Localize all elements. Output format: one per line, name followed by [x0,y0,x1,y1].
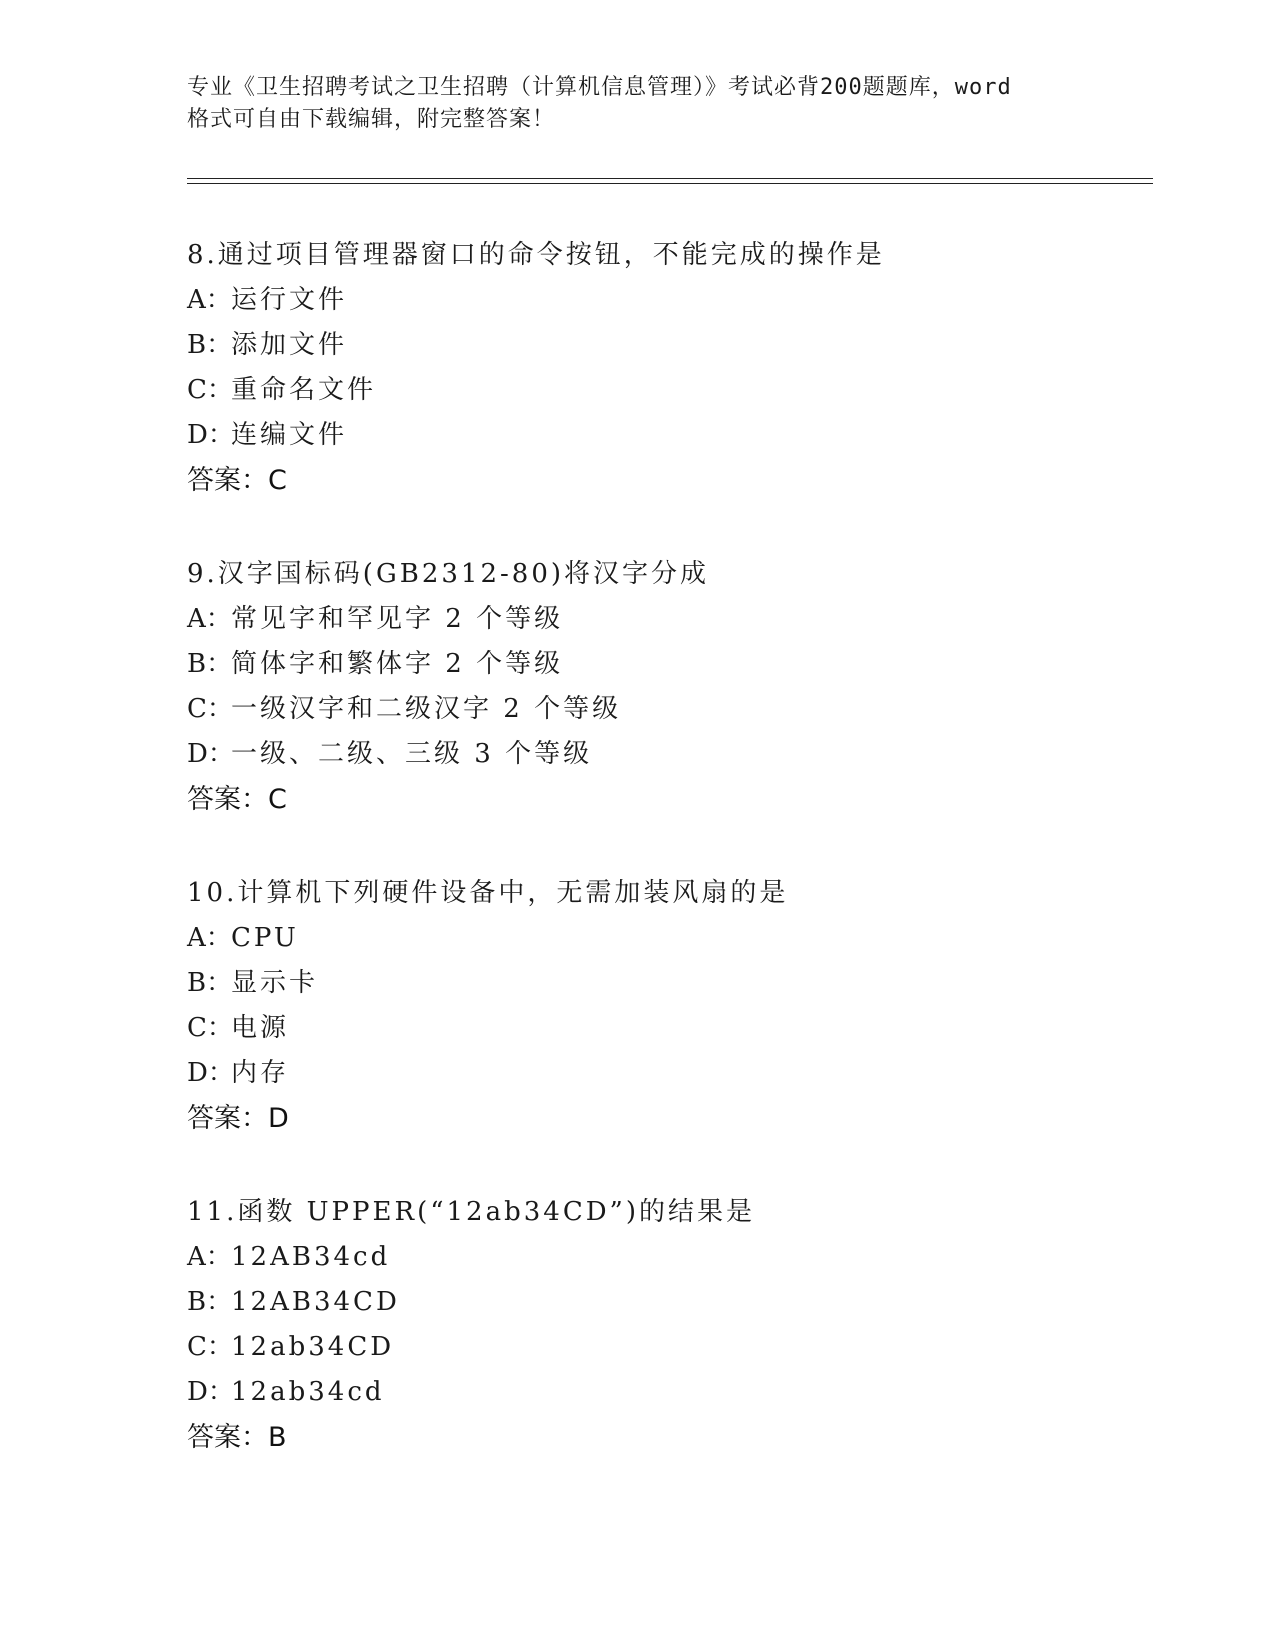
option-letter: B： [187,649,233,679]
header-title-line-2: 格式可自由下载编辑，附完整答案！ [187,107,556,132]
question-block [187,552,1137,822]
option-letter: A： [187,1242,232,1272]
option-d [187,413,1137,458]
option-text: 添加文件 [231,330,348,360]
option-d [187,1370,1137,1415]
option-text: 12AB34CD [231,1287,400,1317]
option-letter: A： [187,923,232,953]
option-b [187,323,1137,368]
option-text: 一级汉字和二级汉字 2 个等级 [231,694,622,724]
option-a [187,1235,1137,1280]
option-letter: C： [187,1332,233,1362]
question-stem: 9.汉字国标码(GB2312-80)将汉字分成 [187,559,710,589]
option-c [187,368,1137,413]
answer-line: 答案：D [187,1103,289,1134]
question-block [187,233,1137,503]
option-letter: C： [187,1013,233,1043]
option-text: 12ab34cd [231,1377,385,1407]
option-text: 显示卡 [231,968,319,998]
option-text: CPU [231,923,299,953]
option-a [187,597,1137,642]
option-a [187,278,1137,323]
header-title-line-1: 专业《卫生招聘考试之卫生招聘（计算机信息管理）》考试必背200题题库，word [187,75,1012,100]
question-stem: 11.函数 UPPER(“12ab34CD”)的结果是 [187,1197,755,1227]
option-c [187,687,1137,732]
question-block [187,871,1137,1141]
option-d [187,1051,1137,1096]
option-a [187,916,1137,961]
option-text: 运行文件 [231,285,348,315]
option-letter: B： [187,968,233,998]
option-text: 重命名文件 [231,375,377,405]
option-letter: C： [187,375,233,405]
option-letter: B： [187,330,233,360]
header-divider-top [187,178,1153,179]
answer-line: 答案：C [187,465,287,496]
header-divider-bottom [187,183,1153,184]
option-c [187,1006,1137,1051]
option-text: 连编文件 [231,420,348,450]
option-b [187,961,1137,1006]
option-letter: D： [187,1377,234,1407]
option-b [187,1280,1137,1325]
option-letter: A： [187,285,232,315]
option-letter: B： [187,1287,233,1317]
option-text: 内存 [231,1058,290,1088]
question-stem: 10.计算机下列硬件设备中，无需加装风扇的是 [187,878,789,908]
option-text: 常见字和罕见字 2 个等级 [231,604,564,634]
option-b [187,642,1137,687]
option-letter: D： [187,420,234,450]
question-block [187,1190,1137,1460]
answer-line: 答案：C [187,784,287,815]
option-text: 12ab34CD [231,1332,395,1362]
option-letter: D： [187,739,234,769]
option-letter: C： [187,694,233,724]
option-text: 电源 [231,1013,290,1043]
option-text: 一级、二级、三级 3 个等级 [231,739,593,769]
option-text: 12AB34cd [231,1242,391,1272]
option-letter: A： [187,604,232,634]
document-header [187,72,1087,136]
option-text: 简体字和繁体字 2 个等级 [231,649,564,679]
option-d [187,732,1137,777]
option-c [187,1325,1137,1370]
option-letter: D： [187,1058,234,1088]
answer-line: 答案：B [187,1422,287,1453]
question-stem: 8.通过项目管理器窗口的命令按钮，不能完成的操作是 [187,240,885,270]
